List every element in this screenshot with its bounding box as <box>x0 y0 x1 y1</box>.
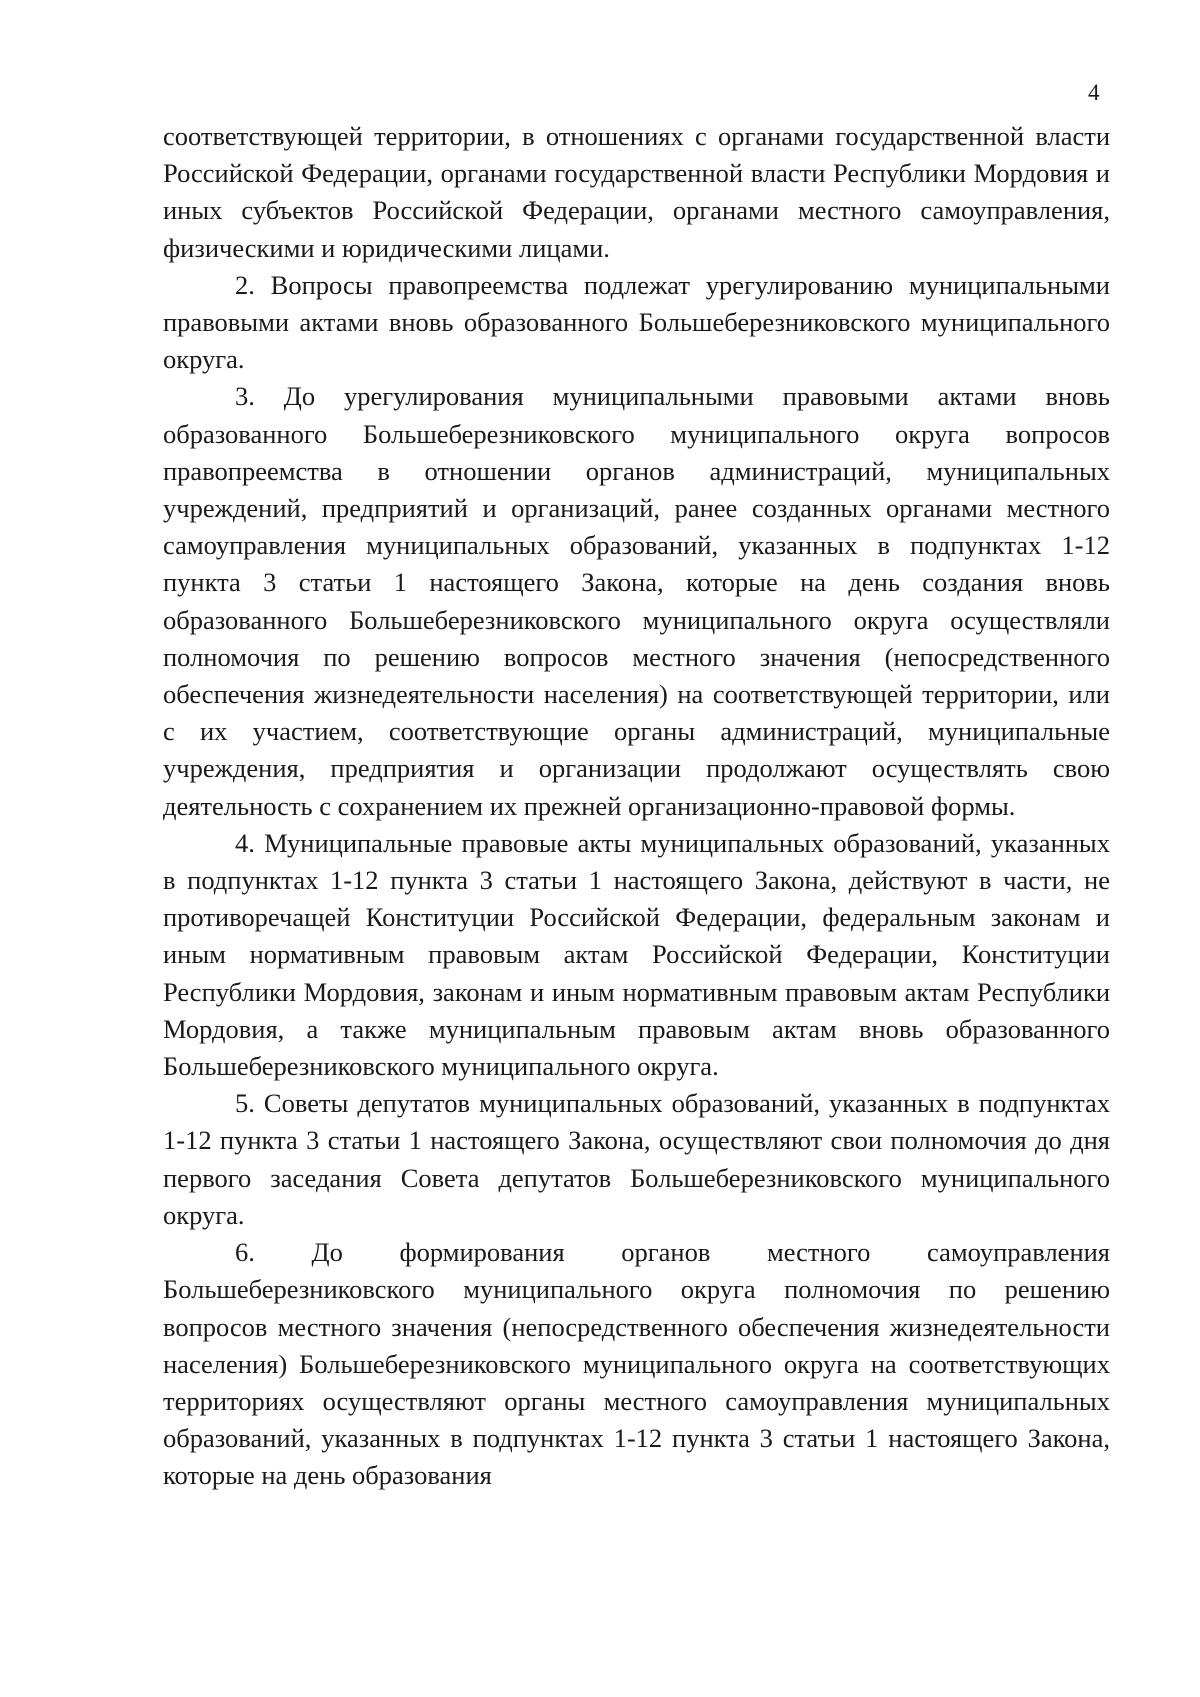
paragraph-continuation: соответствующей территории, в отношениях с органами государственной власти Российской Федерации, органами государственной власти Республики Мордовия и иных субъектов Российской Федерации, органами местного самоуправления, физическими и юридическими лицами. <box>163 121 1110 263</box>
paragraph-item-2: 2. Вопросы правопреемства подлежат урегулированию муниципальными правовыми актами вновь образованного Большеберезниковского муниципального округа. <box>163 269 1110 375</box>
paragraph-item-5: 5. Советы депутатов муниципальных образований, указанных в подпунктах 1-12 пункта 3 статьи 1 настоящего Закона, осуществляют свои полномочия до дня первого заседания Совета депутатов Большеберезниковского муниципального округа. <box>163 1088 1110 1230</box>
document-body <box>163 118 1110 1495</box>
paragraph-item-6: 6. До формирования органов местного самоуправления Большеберезниковского муниципального округа полномочия по решению вопросов местного значения (непосредственного обеспечения жизнедеятельности населения) Большеберезниковского муниципального округа на соответствующих территориях осуществляют органы местного самоуправления муниципальных образований, указанных в подпунктах 1-12 пункта 3 статьи 1 настоящего Закона, которые на день образования <box>163 1237 1110 1491</box>
paragraph-item-3: 3. До урегулирования муниципальными правовыми актами вновь образованного Большеберезниковского муниципального округа вопросов правопреемства в отношении органов администраций, муниципальных учреждений, предприятий и организаций, ранее созданных органами местного самоуправления муниципальных образований, указанных в подпунктах 1-12 пункта 3 статьи 1 настоящего Закона, которые на день создания вновь образованного Большеберезниковского муниципального округа осуществляли полномочия по решению вопросов местного значения (непосредственного обеспечения жизнедеятельности населения) на соответствующей территории, или с их участием, соответствующие органы администраций, муниципальные учреждения, предприятия и организации продолжают осуществлять свою деятельность с сохранением их прежней организационно-правовой формы. <box>163 381 1110 821</box>
page-number: 4 <box>1088 80 1100 105</box>
paragraph-item-4: 4. Муниципальные правовые акты муниципальных образований, указанных в подпунктах 1-12 пункта 3 статьи 1 настоящего Закона, действуют в части, не противоречащей Конституции Российской Федерации, федеральным законам и иным нормативным правовым актам Российской Федерации, Конституции Республики Мордовия, законам и иным нормативным правовым актам Республики Мордовия, а также муниципальным правовым актам вновь образованного Большеберезниковского муниципального округа. <box>163 827 1110 1082</box>
